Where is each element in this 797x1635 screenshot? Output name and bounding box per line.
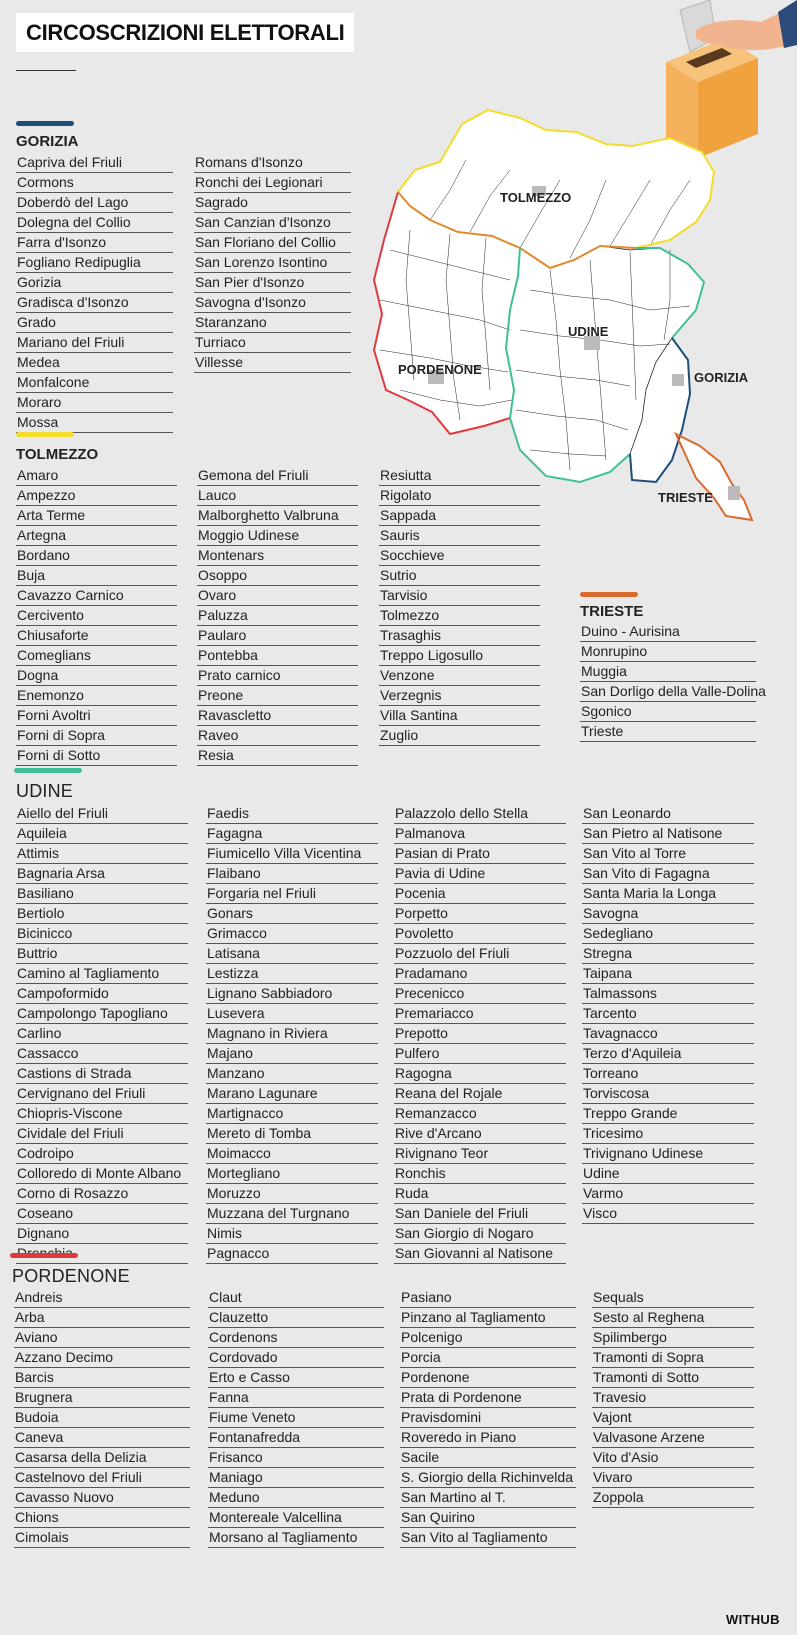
municipality-item: Ragogna — [394, 1064, 566, 1084]
municipality-item: Tolmezzo — [379, 606, 540, 626]
municipality-item: Verzegnis — [379, 686, 540, 706]
municipality-item: Varmo — [582, 1184, 754, 1204]
municipality-item: San Vito al Tagliamento — [400, 1528, 576, 1548]
municipality-item: Zuglio — [379, 726, 540, 746]
municipality-item: Fagagna — [206, 824, 378, 844]
municipality-item: Rive d'Arcano — [394, 1124, 566, 1144]
tolmezzo-list-col3 — [379, 466, 540, 746]
municipality-item: Erto e Casso — [208, 1368, 384, 1388]
municipality-item: Pravisdomini — [400, 1408, 576, 1428]
municipality-item: Turriaco — [194, 333, 351, 353]
udine-list-col4 — [582, 804, 754, 1224]
tolmezzo-list-col1 — [16, 466, 177, 766]
municipality-item: Caneva — [14, 1428, 190, 1448]
municipality-item: Staranzano — [194, 313, 351, 333]
municipality-item: Sutrio — [379, 566, 540, 586]
municipality-item: Cavazzo Carnico — [16, 586, 177, 606]
municipality-item: Pavia di Udine — [394, 864, 566, 884]
municipality-item: Martignacco — [206, 1104, 378, 1124]
municipality-item: Azzano Decimo — [14, 1348, 190, 1368]
municipality-item: Farra d'Isonzo — [16, 233, 173, 253]
municipality-item: Povoletto — [394, 924, 566, 944]
municipality-item: Dogna — [16, 666, 177, 686]
municipality-item: Pagnacco — [206, 1244, 378, 1264]
municipality-item: Cividale del Friuli — [16, 1124, 188, 1144]
municipality-item: Udine — [582, 1164, 754, 1184]
municipality-item: San Daniele del Friuli — [394, 1204, 566, 1224]
municipality-item: Bertiolo — [16, 904, 188, 924]
municipality-item: Casarsa della Delizia — [14, 1448, 190, 1468]
municipality-item: Vivaro — [592, 1468, 754, 1488]
municipality-item: Monfalcone — [16, 373, 173, 393]
municipality-item: Castions di Strada — [16, 1064, 188, 1084]
municipality-item: Forni Avoltri — [16, 706, 177, 726]
municipality-item: Grado — [16, 313, 173, 333]
municipality-item: Andreis — [14, 1288, 190, 1308]
municipality-item: Tramonti di Sotto — [592, 1368, 754, 1388]
municipality-item: San Lorenzo Isontino — [194, 253, 351, 273]
municipality-item: Cordovado — [208, 1348, 384, 1368]
pordenone-heading: PORDENONE — [12, 1266, 130, 1286]
municipality-item: Comeglians — [16, 646, 177, 666]
municipality-item: Travesio — [592, 1388, 754, 1408]
municipality-item: Ronchis — [394, 1164, 566, 1184]
municipality-item: Forgaria nel Friuli — [206, 884, 378, 904]
municipality-item: Spilimbergo — [592, 1328, 754, 1348]
municipality-item: Sequals — [592, 1288, 754, 1308]
tolmezzo-list-col2 — [197, 466, 358, 766]
municipality-item: Ruda — [394, 1184, 566, 1204]
municipality-item: Visco — [582, 1204, 754, 1224]
map-label-gorizia: GORIZIA — [694, 370, 749, 385]
municipality-item: Villa Santina — [379, 706, 540, 726]
municipality-item: San Leonardo — [582, 804, 754, 824]
municipality-item: Fiume Veneto — [208, 1408, 384, 1428]
municipality-item: Capriva del Friuli — [16, 153, 173, 173]
municipality-item: Campolongo Tapogliano — [16, 1004, 188, 1024]
municipality-item: Pocenia — [394, 884, 566, 904]
municipality-item: Fontanafredda — [208, 1428, 384, 1448]
municipality-item: Enemonzo — [16, 686, 177, 706]
municipality-item: Tarvisio — [379, 586, 540, 606]
municipality-item: Flaibano — [206, 864, 378, 884]
pordenone-list-col3 — [400, 1288, 576, 1548]
municipality-item: Cormons — [16, 173, 173, 193]
municipality-item: Torreano — [582, 1064, 754, 1084]
udine-list-col3 — [394, 804, 566, 1264]
municipality-item: Brugnera — [14, 1388, 190, 1408]
municipality-item: San Pietro al Natisone — [582, 824, 754, 844]
municipality-item: Pordenone — [400, 1368, 576, 1388]
municipality-item: Raveo — [197, 726, 358, 746]
municipality-item: Muzzana del Turgnano — [206, 1204, 378, 1224]
municipality-item: Dolegna del Collio — [16, 213, 173, 233]
trieste-list-col1 — [580, 622, 766, 742]
municipality-item: Fanna — [208, 1388, 384, 1408]
municipality-item: Moggio Udinese — [197, 526, 358, 546]
trieste-heading: TRIESTE — [580, 603, 644, 620]
municipality-item: Majano — [206, 1044, 378, 1064]
municipality-item: Montenars — [197, 546, 358, 566]
municipality-item: Aiello del Friuli — [16, 804, 188, 824]
municipality-item: Nimis — [206, 1224, 378, 1244]
municipality-item: Codroipo — [16, 1144, 188, 1164]
municipality-item: Moruzzo — [206, 1184, 378, 1204]
municipality-item: Treppo Grande — [582, 1104, 754, 1124]
udine-list-col1 — [16, 804, 188, 1264]
municipality-item: Fogliano Redipuglia — [16, 253, 173, 273]
municipality-item: Muggia — [580, 662, 756, 682]
municipality-item: Amaro — [16, 466, 177, 486]
municipality-item: Sagrado — [194, 193, 351, 213]
udine-list-col2 — [206, 804, 378, 1264]
municipality-item: Aviano — [14, 1328, 190, 1348]
municipality-item: Pradamano — [394, 964, 566, 984]
municipality-item: Morsano al Tagliamento — [208, 1528, 384, 1548]
municipality-item: Rigolato — [379, 486, 540, 506]
municipality-item: Budoia — [14, 1408, 190, 1428]
municipality-item: Gradisca d'Isonzo — [16, 293, 173, 313]
municipality-item: Tarcento — [582, 1004, 754, 1024]
municipality-item: Basiliano — [16, 884, 188, 904]
municipality-item: San Pier d'Isonzo — [194, 273, 351, 293]
municipality-item: Preone — [197, 686, 358, 706]
municipality-item: San Vito al Torre — [582, 844, 754, 864]
municipality-item: Prepotto — [394, 1024, 566, 1044]
title-underline — [16, 70, 76, 71]
municipality-item: Santa Maria la Longa — [582, 884, 754, 904]
municipality-item: Sedegliano — [582, 924, 754, 944]
municipality-item: S. Giorgio della Richinvelda — [400, 1468, 576, 1488]
municipality-item: Manzano — [206, 1064, 378, 1084]
udine-heading: UDINE — [16, 781, 74, 801]
gorizia-color-bar — [16, 121, 74, 126]
municipality-item: Trivignano Udinese — [582, 1144, 754, 1164]
municipality-item: Dignano — [16, 1224, 188, 1244]
municipality-item: Villesse — [194, 353, 351, 373]
municipality-item: San Vito di Fagagna — [582, 864, 754, 884]
municipality-item: Arta Terme — [16, 506, 177, 526]
municipality-item: Cassacco — [16, 1044, 188, 1064]
municipality-item: Aquileia — [16, 824, 188, 844]
municipality-item: Prata di Pordenone — [400, 1388, 576, 1408]
municipality-item: Montereale Valcellina — [208, 1508, 384, 1528]
municipality-item: Venzone — [379, 666, 540, 686]
municipality-item: Tavagnacco — [582, 1024, 754, 1044]
municipality-item: Barcis — [14, 1368, 190, 1388]
municipality-item: Valvasone Arzene — [592, 1428, 754, 1448]
municipality-item: Cercivento — [16, 606, 177, 626]
municipality-item: Precenicco — [394, 984, 566, 1004]
municipality-item: San Quirino — [400, 1508, 576, 1528]
municipality-item: Vajont — [592, 1408, 754, 1428]
municipality-item: Cavasso Nuovo — [14, 1488, 190, 1508]
municipality-item: Coseano — [16, 1204, 188, 1224]
page-title-box — [16, 13, 354, 52]
municipality-item: Buja — [16, 566, 177, 586]
municipality-item: Pasiano — [400, 1288, 576, 1308]
municipality-item: Palmanova — [394, 824, 566, 844]
map-label-udine: UDINE — [568, 324, 609, 339]
municipality-item: Grimacco — [206, 924, 378, 944]
tolmezzo-color-bar — [16, 432, 74, 437]
pordenone-list-col1 — [14, 1288, 190, 1548]
municipality-item: Porcia — [400, 1348, 576, 1368]
municipality-item: Bordano — [16, 546, 177, 566]
municipality-item: Gemona del Friuli — [197, 466, 358, 486]
gorizia-list-col1 — [16, 153, 173, 433]
municipality-item: Sesto al Reghena — [592, 1308, 754, 1328]
municipality-item: Osoppo — [197, 566, 358, 586]
municipality-item: San Floriano del Collio — [194, 233, 351, 253]
municipality-item: Corno di Rosazzo — [16, 1184, 188, 1204]
municipality-item: Romans d'Isonzo — [194, 153, 351, 173]
municipality-item: Bagnaria Arsa — [16, 864, 188, 884]
municipality-item: Forni di Sopra — [16, 726, 177, 746]
municipality-item: Mortegliano — [206, 1164, 378, 1184]
municipality-item: Porpetto — [394, 904, 566, 924]
municipality-item: Meduno — [208, 1488, 384, 1508]
municipality-item: Pinzano al Tagliamento — [400, 1308, 576, 1328]
municipality-item: Marano Lagunare — [206, 1084, 378, 1104]
municipality-item: Clauzetto — [208, 1308, 384, 1328]
municipality-item: Cervignano del Friuli — [16, 1084, 188, 1104]
municipality-item: Cimolais — [14, 1528, 190, 1548]
municipality-item: Palazzolo dello Stella — [394, 804, 566, 824]
municipality-item: Campoformido — [16, 984, 188, 1004]
municipality-item: San Dorligo della Valle-Dolina — [580, 682, 756, 702]
municipality-item: Attimis — [16, 844, 188, 864]
municipality-item: Carlino — [16, 1024, 188, 1044]
municipality-item: Malborghetto Valbruna — [197, 506, 358, 526]
page-title: CIRCOSCRIZIONI ELETTORALI — [26, 19, 345, 45]
municipality-item: San Martino al T. — [400, 1488, 576, 1508]
municipality-item: Monrupino — [580, 642, 756, 662]
municipality-item: Savogna d'Isonzo — [194, 293, 351, 313]
credit-withub: WITHUB — [726, 1612, 780, 1627]
municipality-item: Ravascletto — [197, 706, 358, 726]
municipality-item: Talmassons — [582, 984, 754, 1004]
municipality-item: Ovaro — [197, 586, 358, 606]
tolmezzo-heading: TOLMEZZO — [16, 446, 99, 463]
municipality-item: Polcenigo — [400, 1328, 576, 1348]
gorizia-heading: GORIZIA — [16, 133, 79, 150]
municipality-item: Pontebba — [197, 646, 358, 666]
municipality-item: Fiumicello Villa Vicentina — [206, 844, 378, 864]
municipality-item: Tricesimo — [582, 1124, 754, 1144]
municipality-item: Reana del Rojale — [394, 1084, 566, 1104]
municipality-item: Medea — [16, 353, 173, 373]
gorizia-list-col2 — [194, 153, 351, 373]
municipality-item: Lestizza — [206, 964, 378, 984]
municipality-item: Chiusaforte — [16, 626, 177, 646]
municipality-item: Vito d'Asio — [592, 1448, 754, 1468]
municipality-item: Pulfero — [394, 1044, 566, 1064]
municipality-item: Ronchi dei Legionari — [194, 173, 351, 193]
trieste-color-bar — [580, 592, 638, 597]
municipality-item: Colloredo di Monte Albano — [16, 1164, 188, 1184]
municipality-item: Pozzuolo del Friuli — [394, 944, 566, 964]
municipality-item: Zoppola — [592, 1488, 754, 1508]
municipality-item: Trasaghis — [379, 626, 540, 646]
municipality-item: Pasian di Prato — [394, 844, 566, 864]
municipality-item: Trieste — [580, 722, 756, 742]
pordenone-list-col4 — [592, 1288, 754, 1508]
municipality-item: San Canzian d'Isonzo — [194, 213, 351, 233]
municipality-item: Latisana — [206, 944, 378, 964]
municipality-item: Treppo Ligosullo — [379, 646, 540, 666]
municipality-item: Prato carnico — [197, 666, 358, 686]
municipality-item: Forni di Sotto — [16, 746, 177, 766]
pordenone-list-col2 — [208, 1288, 384, 1548]
municipality-item: Gonars — [206, 904, 378, 924]
municipality-item: Faedis — [206, 804, 378, 824]
municipality-item: Tramonti di Sopra — [592, 1348, 754, 1368]
municipality-item: Sappada — [379, 506, 540, 526]
municipality-item: Moraro — [16, 393, 173, 413]
municipality-item: Resiutta — [379, 466, 540, 486]
municipality-item: Lignano Sabbiadoro — [206, 984, 378, 1004]
municipality-item: Resia — [197, 746, 358, 766]
municipality-item: Rivignano Teor — [394, 1144, 566, 1164]
municipality-item: Bicinicco — [16, 924, 188, 944]
municipality-item: Magnano in Riviera — [206, 1024, 378, 1044]
municipality-item: Torviscosa — [582, 1084, 754, 1104]
municipality-item: San Giorgio di Nogaro — [394, 1224, 566, 1244]
municipality-item: Savogna — [582, 904, 754, 924]
municipality-item: Mossa — [16, 413, 173, 433]
map-label-pordenone: PORDENONE — [398, 362, 482, 377]
pordenone-color-bar — [10, 1253, 78, 1258]
municipality-item: Remanzacco — [394, 1104, 566, 1124]
municipality-item: Lauco — [197, 486, 358, 506]
municipality-item: Camino al Tagliamento — [16, 964, 188, 984]
map-label-tolmezzo: TOLMEZZO — [500, 190, 572, 205]
municipality-item: Sacile — [400, 1448, 576, 1468]
municipality-item: Doberdò del Lago — [16, 193, 173, 213]
municipality-item: Mariano del Friuli — [16, 333, 173, 353]
municipality-item: Ampezzo — [16, 486, 177, 506]
municipality-item: Mereto di Tomba — [206, 1124, 378, 1144]
municipality-item: Claut — [208, 1288, 384, 1308]
udine-color-bar — [14, 768, 82, 773]
municipality-item: Frisanco — [208, 1448, 384, 1468]
municipality-item: Arba — [14, 1308, 190, 1328]
municipality-item: Paularo — [197, 626, 358, 646]
municipality-item: Artegna — [16, 526, 177, 546]
municipality-item: Sgonico — [580, 702, 756, 722]
municipality-item: Chions — [14, 1508, 190, 1528]
municipality-item: Stregna — [582, 944, 754, 964]
municipality-item: Terzo d'Aquileia — [582, 1044, 754, 1064]
municipality-item: Moimacco — [206, 1144, 378, 1164]
municipality-item: Lusevera — [206, 1004, 378, 1024]
municipality-item: San Giovanni al Natisone — [394, 1244, 566, 1264]
municipality-item: Buttrio — [16, 944, 188, 964]
municipality-item: Gorizia — [16, 273, 173, 293]
municipality-item: Cordenons — [208, 1328, 384, 1348]
municipality-item: Castelnovo del Friuli — [14, 1468, 190, 1488]
municipality-item: Roveredo in Piano — [400, 1428, 576, 1448]
municipality-item: Maniago — [208, 1468, 384, 1488]
municipality-item: Socchieve — [379, 546, 540, 566]
map-label-trieste: TRIESTE — [658, 490, 713, 505]
municipality-item: Taipana — [582, 964, 754, 984]
municipality-item: Sauris — [379, 526, 540, 546]
municipality-item: Paluzza — [197, 606, 358, 626]
municipality-item: Premariacco — [394, 1004, 566, 1024]
municipality-item: Duino - Aurisina — [580, 622, 756, 642]
map-region-trieste — [676, 434, 752, 520]
municipality-item: Chiopris-Viscone — [16, 1104, 188, 1124]
